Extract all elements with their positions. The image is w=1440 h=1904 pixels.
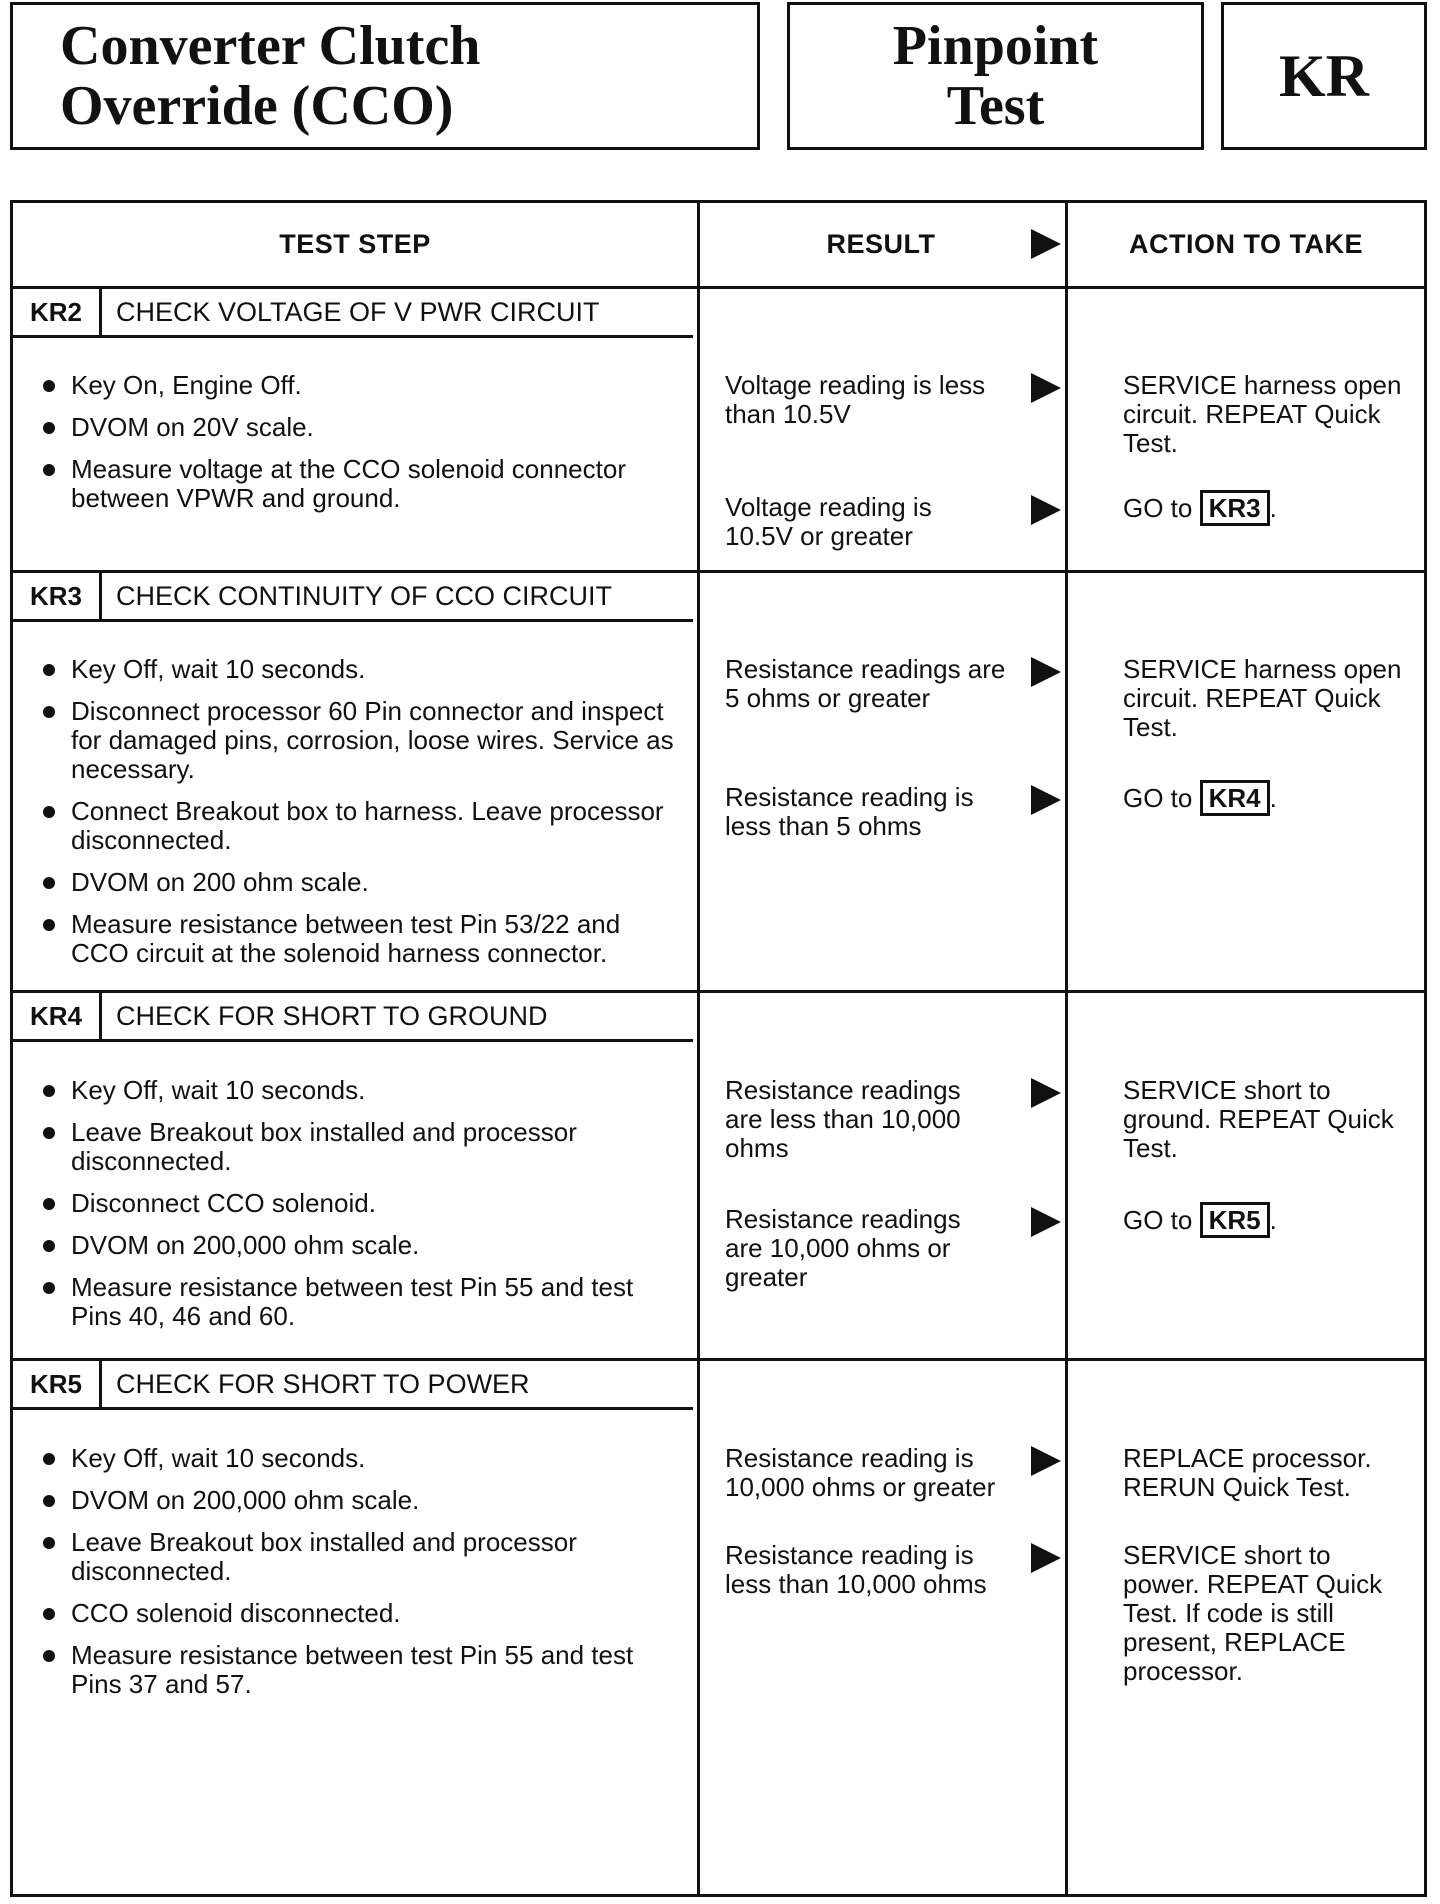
- goto-step-reference: KR3: [1200, 490, 1270, 526]
- arrow-right-icon: [1031, 1543, 1061, 1573]
- pinpoint-test-table: [10, 200, 1427, 1897]
- instruction-item: Measure voltage at the CCO solenoid connector between VPWR and ground.: [41, 455, 681, 513]
- action-goto: [1123, 1202, 1413, 1238]
- column-header-result: RESULT: [826, 229, 936, 259]
- step-title: CHECK VOLTAGE OF V PWR CIRCUIT: [116, 296, 600, 327]
- step-instructions-kr4: [41, 1076, 681, 1344]
- goto-label: GO to: [1123, 783, 1193, 813]
- instruction-item: DVOM on 200 ohm scale.: [41, 868, 681, 897]
- instruction-item: Connect Breakout box to harness. Leave processor disconnected.: [41, 797, 681, 855]
- column-divider-result: [697, 203, 700, 1894]
- step-instructions-kr3: [41, 655, 681, 981]
- goto-label: GO to: [1123, 493, 1193, 523]
- test-code: KR: [1279, 43, 1369, 109]
- step-header-kr5: [13, 1361, 693, 1410]
- arrow-right-icon: [1031, 785, 1061, 815]
- result-arrow-icon: [1031, 229, 1061, 259]
- arrow-right-icon: [1031, 1078, 1061, 1108]
- action-text: SERVICE short to ground. REPEAT Quick Test.: [1123, 1075, 1394, 1163]
- step-instructions-kr5: [41, 1444, 681, 1712]
- result-text: Resistance readings are 10,000 ohms or greater: [725, 1204, 961, 1292]
- action-text: SERVICE short to power. REPEAT Quick Test. If code is still present, REPLACE processor.: [1123, 1540, 1383, 1686]
- pinpoint-line-2: Test: [946, 75, 1045, 137]
- instruction-item: Disconnect CCO solenoid.: [41, 1189, 681, 1218]
- step-header-kr2: [13, 289, 693, 338]
- instruction-item: Measure resistance between test Pin 55 and test Pins 37 and 57.: [41, 1641, 681, 1699]
- action-text: SERVICE harness open circuit. REPEAT Quick Test.: [1123, 370, 1402, 458]
- pinpoint-test-box: [787, 2, 1204, 150]
- instruction-item: DVOM on 20V scale.: [41, 413, 681, 442]
- step-code: KR3: [13, 573, 102, 619]
- instruction-item: Key Off, wait 10 seconds.: [41, 655, 681, 684]
- arrow-right-icon: [1031, 373, 1061, 403]
- instruction-item: Key Off, wait 10 seconds.: [41, 1076, 681, 1105]
- title-line-1: Converter Clutch: [60, 15, 481, 77]
- arrow-right-icon: [1031, 1446, 1061, 1476]
- arrow-right-icon: [1031, 495, 1061, 525]
- step-header-kr3: [13, 573, 693, 622]
- column-header-action: ACTION TO TAKE: [1129, 229, 1363, 259]
- result-text: Resistance reading is less than 5 ohms: [725, 782, 974, 841]
- step-code: KR5: [13, 1361, 102, 1407]
- result-text: Voltage reading is 10.5V or greater: [725, 492, 932, 551]
- result-text: Resistance reading is less than 10,000 ohms: [725, 1540, 987, 1599]
- arrow-right-icon: [1031, 657, 1061, 687]
- instruction-item: Leave Breakout box installed and processor disconnected.: [41, 1528, 681, 1586]
- goto-step-reference: KR5: [1200, 1202, 1270, 1238]
- result-text: Resistance readings are 5 ohms or greater: [725, 654, 1006, 713]
- page-title: [60, 16, 480, 136]
- column-header-test-step: TEST STEP: [279, 229, 431, 259]
- action-text: REPLACE processor. RERUN Quick Test.: [1123, 1443, 1372, 1502]
- instruction-item: Measure resistance between test Pin 53/22 and CCO circuit at the solenoid harness connector.: [41, 910, 681, 968]
- pinpoint-line-1: Pinpoint: [892, 15, 1099, 77]
- step-code: KR2: [13, 289, 102, 335]
- instruction-item: Leave Breakout box installed and processor disconnected.: [41, 1118, 681, 1176]
- title-line-2: Override (CCO): [60, 75, 454, 137]
- result-text: Voltage reading is less than 10.5V: [725, 370, 986, 429]
- result-text: Resistance readings are less than 10,000 ohms: [725, 1075, 961, 1163]
- instruction-item: DVOM on 200,000 ohm scale.: [41, 1486, 681, 1515]
- step-title: CHECK FOR SHORT TO POWER: [116, 1368, 530, 1399]
- goto-period: .: [1269, 493, 1277, 523]
- instruction-item: Measure resistance between test Pin 55 and test Pins 40, 46 and 60.: [41, 1273, 681, 1331]
- step-code: KR4: [13, 993, 102, 1039]
- test-code-box: [1221, 2, 1427, 150]
- goto-period: .: [1269, 1205, 1277, 1235]
- instruction-item: Key Off, wait 10 seconds.: [41, 1444, 681, 1473]
- column-divider-action: [1065, 203, 1068, 1894]
- instruction-item: Key On, Engine Off.: [41, 371, 681, 400]
- title-box: [10, 2, 760, 150]
- action-goto: [1123, 490, 1413, 526]
- pinpoint-label: [893, 16, 1098, 136]
- action-goto: [1123, 780, 1413, 816]
- step-header-kr4: [13, 993, 693, 1042]
- step-title: CHECK CONTINUITY OF CCO CIRCUIT: [116, 580, 613, 611]
- step-title: CHECK FOR SHORT TO GROUND: [116, 1000, 548, 1031]
- arrow-right-icon: [1031, 1207, 1061, 1237]
- goto-label: GO to: [1123, 1205, 1193, 1235]
- instruction-item: CCO solenoid disconnected.: [41, 1599, 681, 1628]
- action-text: SERVICE harness open circuit. REPEAT Quick Test.: [1123, 654, 1402, 742]
- instruction-item: Disconnect processor 60 Pin connector and inspect for damaged pins, corrosion, loose wires. Service as necessary.: [41, 697, 681, 784]
- goto-period: .: [1269, 783, 1277, 813]
- result-text: Resistance reading is 10,000 ohms or greater: [725, 1443, 996, 1502]
- instruction-item: DVOM on 200,000 ohm scale.: [41, 1231, 681, 1260]
- step-instructions-kr2: [41, 371, 681, 526]
- goto-step-reference: KR4: [1200, 780, 1270, 816]
